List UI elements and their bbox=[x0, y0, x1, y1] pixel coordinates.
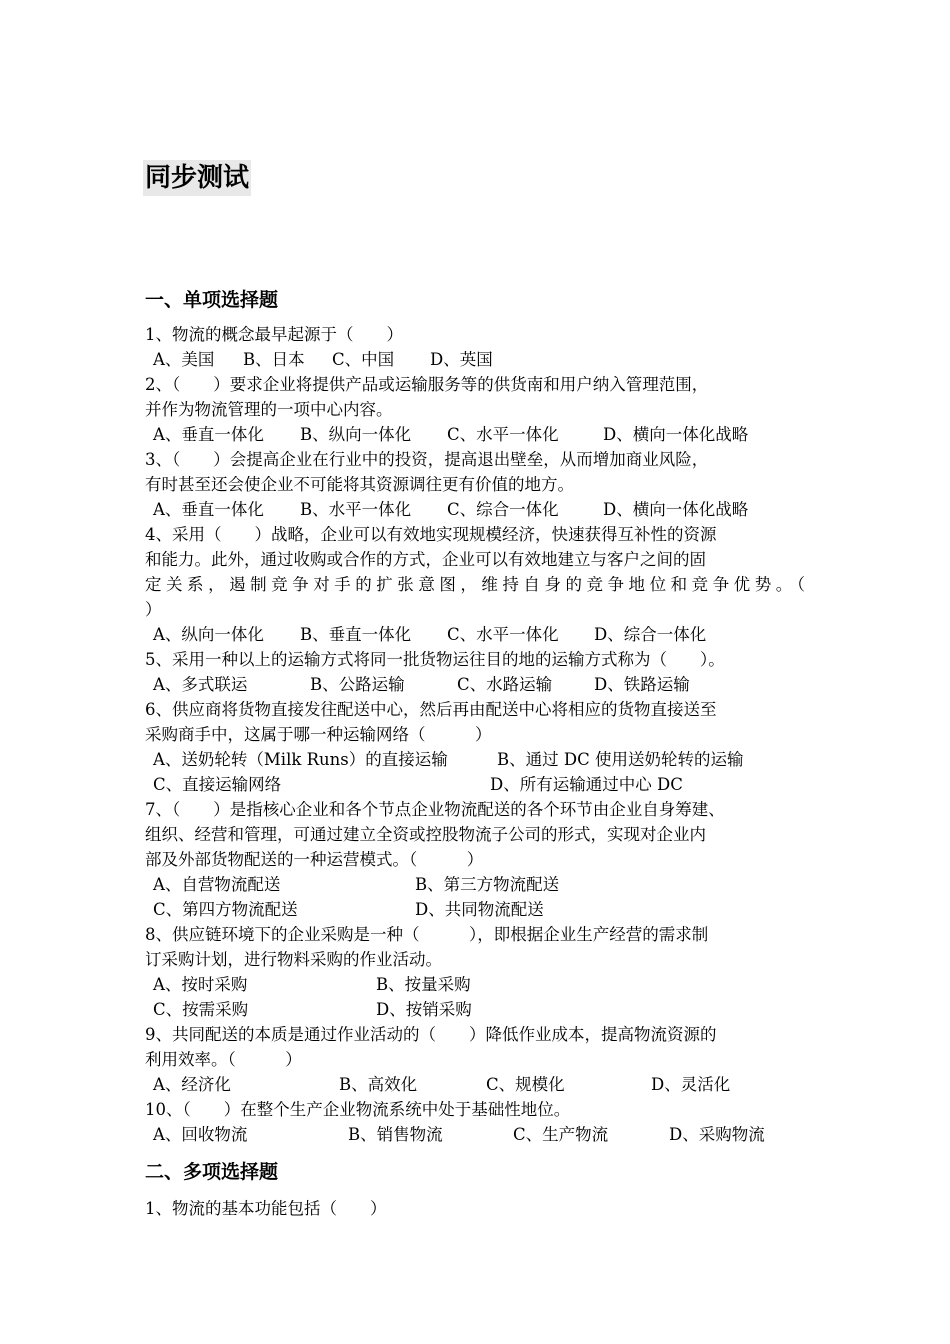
question-9-line-2: 利用效率。（ ） bbox=[145, 1050, 302, 1069]
question-7-line-1: 7、（ ）是指核心企业和各个节点企业物流配送的各个环节由企业自身筹建、 bbox=[145, 800, 725, 819]
question-2-line-2: 并作为物流管理的一项中心内容。 bbox=[145, 400, 393, 419]
question-8-line-2: 订采购计划，进行物料采购的作业活动。 bbox=[145, 950, 442, 969]
q1-option-b: B、日本 bbox=[243, 350, 305, 369]
q2-option-d: D、横向一体化战略 bbox=[603, 425, 749, 444]
question-2-line-1: 2、（ ）要求企业将提供产品或运输服务等的供货南和用户纳入管理范围， bbox=[145, 375, 709, 394]
question-6-line-2: 采购商手中，这属于哪一种运输网络（ ） bbox=[145, 725, 492, 744]
question-4-line-1: 4、采用（ ）战略，企业可以有效地实现规模经济，快速获得互补性的资源 bbox=[145, 525, 717, 544]
q6-option-a: A、送奶轮转（Milk Runs）的直接运输 bbox=[153, 750, 448, 769]
question-3-line-1: 3、（ ）会提高企业在行业中的投资，提高退出壁垒，从而增加商业风险， bbox=[145, 450, 709, 469]
q10-option-a: A、回收物流 bbox=[153, 1125, 248, 1144]
q3-option-d: D、横向一体化战略 bbox=[603, 500, 749, 519]
q4-option-c: C、水平一体化 bbox=[447, 625, 559, 644]
q1-option-c: C、中国 bbox=[332, 350, 395, 369]
q7-option-d: D、共同物流配送 bbox=[415, 900, 544, 919]
section-heading-single-choice: 一、单项选择题 bbox=[145, 289, 279, 311]
question-4-line-4: ） bbox=[145, 600, 162, 619]
question-8-line-1: 8、供应链环境下的企业采购是一种（ ），即根据企业生产经营的需求制 bbox=[145, 925, 709, 944]
q8-option-a: A、按时采购 bbox=[153, 975, 248, 994]
q5-option-d: D、铁路运输 bbox=[594, 675, 690, 694]
q5-option-a: A、多式联运 bbox=[153, 675, 248, 694]
question-4-line-2: 和能力。此外，通过收购或合作的方式，企业可以有效地建立与客户之间的固 bbox=[145, 550, 706, 569]
page-title: 同步测试 bbox=[143, 160, 251, 196]
q7-option-a: A、自营物流配送 bbox=[153, 875, 281, 894]
q8-option-d: D、按销采购 bbox=[376, 1000, 472, 1019]
q10-option-c: C、生产物流 bbox=[513, 1125, 609, 1144]
q9-option-c: C、规模化 bbox=[486, 1075, 565, 1094]
q4-option-d: D、综合一体化 bbox=[594, 625, 707, 644]
q2-option-c: C、水平一体化 bbox=[447, 425, 559, 444]
question-9-line-1: 9、共同配送的本质是通过作业活动的（ ）降低作业成本，提高物流资源的 bbox=[145, 1025, 717, 1044]
question-5: 5、采用一种以上的运输方式将同一批货物运往目的地的运输方式称为（ ）。 bbox=[145, 650, 725, 669]
q7-option-c: C、第四方物流配送 bbox=[153, 900, 298, 919]
q4-option-a: A、纵向一体化 bbox=[153, 625, 264, 644]
q2-option-a: A、垂直一体化 bbox=[153, 425, 264, 444]
q6-option-d: D、所有运输通过中心 DC bbox=[490, 775, 683, 794]
q3-option-c: C、综合一体化 bbox=[447, 500, 559, 519]
q7-option-b: B、第三方物流配送 bbox=[415, 875, 560, 894]
q3-option-a: A、垂直一体化 bbox=[153, 500, 264, 519]
question-6-line-1: 6、供应商将货物直接发往配送中心，然后再由配送中心将相应的货物直接送至 bbox=[145, 700, 717, 719]
question-4-line-3: 定关系，遏制竞争对手的扩张意图，维持自身的竞争地位和竞争优势。（ bbox=[145, 575, 805, 594]
q10-option-d: D、采购物流 bbox=[669, 1125, 765, 1144]
q1-option-a: A、美国 bbox=[153, 350, 215, 369]
q1-option-d: D、英国 bbox=[430, 350, 493, 369]
q10-option-b: B、销售物流 bbox=[348, 1125, 443, 1144]
multi-question-1: 1、物流的基本功能包括（ ） bbox=[145, 1199, 387, 1218]
question-7-line-3: 部及外部货物配送的一种运营模式。（ ） bbox=[145, 850, 484, 869]
q5-option-c: C、水路运输 bbox=[457, 675, 553, 694]
q8-option-c: C、按需采购 bbox=[153, 1000, 249, 1019]
q2-option-b: B、纵向一体化 bbox=[300, 425, 412, 444]
question-1: 1、物流的概念最早起源于（ ） bbox=[145, 325, 403, 344]
section-heading-multiple-choice: 二、多项选择题 bbox=[145, 1161, 279, 1183]
q9-option-b: B、高效化 bbox=[339, 1075, 418, 1094]
question-3-line-2: 有时甚至还会使企业不可能将其资源调往更有价值的地方。 bbox=[145, 475, 574, 494]
q9-option-a: A、经济化 bbox=[153, 1075, 231, 1094]
q3-option-b: B、水平一体化 bbox=[300, 500, 412, 519]
q9-option-d: D、灵活化 bbox=[651, 1075, 731, 1094]
question-7-line-2: 组织、经营和管理，可通过建立全资或控股物流子公司的形式，实现对企业内 bbox=[145, 825, 706, 844]
q8-option-b: B、按量采购 bbox=[376, 975, 471, 994]
q6-option-c: C、直接运输网络 bbox=[153, 775, 282, 794]
question-10: 10、（ ）在整个生产企业物流系统中处于基础性地位。 bbox=[145, 1100, 571, 1119]
q4-option-b: B、垂直一体化 bbox=[300, 625, 412, 644]
q5-option-b: B、公路运输 bbox=[310, 675, 405, 694]
q6-option-b: B、通过 DC 使用送奶轮转的运输 bbox=[497, 750, 744, 769]
